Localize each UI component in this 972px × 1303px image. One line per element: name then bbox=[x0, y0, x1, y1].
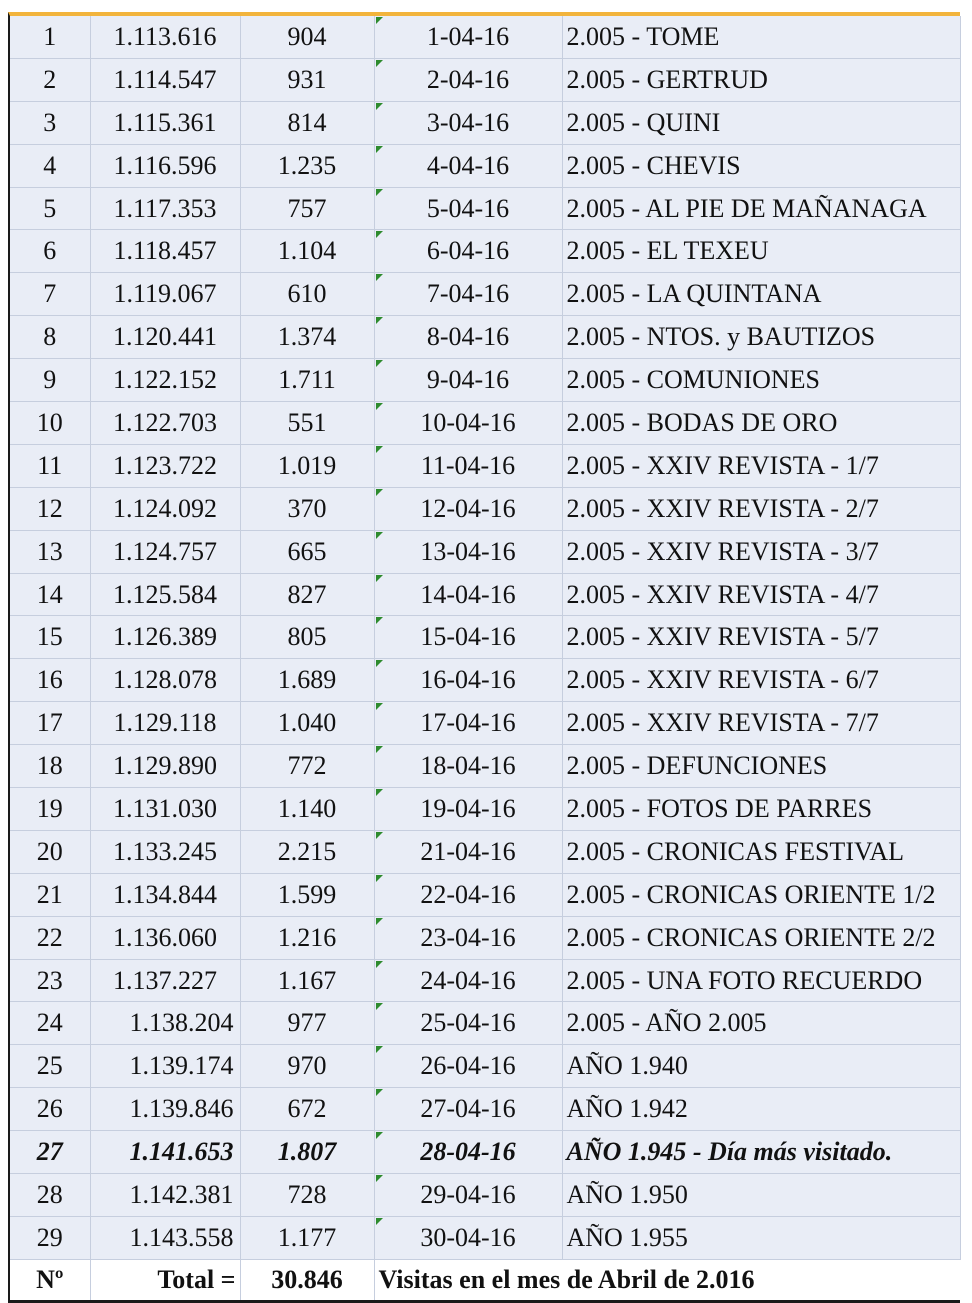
table-row[interactable] bbox=[10, 788, 960, 831]
error-indicator-icon bbox=[376, 532, 383, 539]
daily-visits-cell[interactable]: 814 bbox=[240, 101, 374, 144]
title-cell[interactable]: 2.005 - XXIV REVISTA - 4/7 bbox=[562, 573, 960, 616]
title-cell[interactable]: 2.005 - AÑO 2.005 bbox=[562, 1002, 960, 1045]
total-message: Visitas en el mes de Abril de 2.016 bbox=[374, 1259, 960, 1301]
daily-visits-cell[interactable]: 772 bbox=[240, 745, 374, 788]
daily-visits-cell[interactable]: 672 bbox=[240, 1088, 374, 1131]
error-indicator-icon bbox=[376, 660, 383, 667]
date-text: 27-04-16 bbox=[420, 1094, 516, 1124]
cumulative-visits-cell[interactable]: 1.134.844 bbox=[90, 873, 240, 916]
date-cell[interactable] bbox=[374, 230, 562, 273]
table-row[interactable] bbox=[10, 444, 960, 487]
date-text: 24-04-16 bbox=[420, 965, 516, 995]
date-cell[interactable] bbox=[374, 487, 562, 530]
error-indicator-icon bbox=[376, 789, 383, 796]
visits-table bbox=[10, 16, 961, 1303]
cumulative-visits-cell[interactable]: 1.114.547 bbox=[90, 58, 240, 101]
date-cell[interactable] bbox=[374, 873, 562, 916]
table-row[interactable] bbox=[10, 1088, 960, 1131]
error-indicator-icon bbox=[376, 746, 383, 753]
title-cell[interactable]: 2.005 - BODAS DE ORO bbox=[562, 402, 960, 445]
row-number[interactable]: 16 bbox=[10, 659, 90, 702]
error-indicator-icon bbox=[376, 231, 383, 238]
error-indicator-icon bbox=[376, 489, 383, 496]
date-cell[interactable] bbox=[374, 659, 562, 702]
cumulative-visits-cell[interactable]: 1.133.245 bbox=[90, 830, 240, 873]
error-indicator-icon bbox=[376, 617, 383, 624]
date-text: 9-04-16 bbox=[426, 365, 510, 395]
row-number[interactable]: 22 bbox=[10, 916, 90, 959]
table-row[interactable] bbox=[10, 1002, 960, 1045]
error-indicator-icon bbox=[376, 918, 383, 925]
daily-visits-cell[interactable]: 1.216 bbox=[240, 916, 374, 959]
date-text: 2-04-16 bbox=[426, 64, 510, 94]
daily-visits-cell[interactable]: 2.215 bbox=[240, 830, 374, 873]
cumulative-visits-cell[interactable]: 1.122.703 bbox=[90, 402, 240, 445]
daily-visits-cell[interactable]: 827 bbox=[240, 573, 374, 616]
error-indicator-icon bbox=[376, 832, 383, 839]
daily-visits-cell[interactable]: 805 bbox=[240, 616, 374, 659]
date-cell[interactable] bbox=[374, 144, 562, 187]
error-indicator-icon bbox=[376, 1218, 383, 1225]
date-text: 17-04-16 bbox=[420, 708, 516, 738]
title-cell[interactable]: 2.005 - AL PIE DE MAÑANAGA bbox=[562, 187, 960, 230]
table-row[interactable] bbox=[10, 487, 960, 530]
date-cell[interactable] bbox=[374, 444, 562, 487]
table-row[interactable] bbox=[10, 616, 960, 659]
row-number[interactable]: 8 bbox=[10, 316, 90, 359]
cumulative-visits-cell[interactable]: 1.123.722 bbox=[90, 444, 240, 487]
cumulative-visits-cell[interactable]: 1.143.558 bbox=[90, 1216, 240, 1259]
daily-visits-cell[interactable]: 977 bbox=[240, 1002, 374, 1045]
table-row[interactable] bbox=[10, 1131, 960, 1174]
date-cell[interactable] bbox=[374, 1131, 562, 1174]
error-indicator-icon bbox=[376, 17, 383, 24]
visits-spreadsheet bbox=[8, 12, 960, 1303]
daily-visits-cell[interactable]: 1.019 bbox=[240, 444, 374, 487]
date-text: 8-04-16 bbox=[426, 322, 510, 352]
title-cell[interactable]: 2.005 - XXIV REVISTA - 7/7 bbox=[562, 702, 960, 745]
daily-visits-cell[interactable]: 1.807 bbox=[240, 1131, 374, 1174]
cumulative-visits-cell[interactable]: 1.119.067 bbox=[90, 273, 240, 316]
error-indicator-icon bbox=[376, 274, 383, 281]
table-row[interactable] bbox=[10, 230, 960, 273]
error-indicator-icon bbox=[376, 1089, 383, 1096]
error-indicator-icon bbox=[376, 146, 383, 153]
title-cell[interactable]: AÑO 1.945 - Día más visitado. bbox=[562, 1131, 960, 1174]
title-cell[interactable]: 2.005 - XXIV REVISTA - 3/7 bbox=[562, 530, 960, 573]
date-cell[interactable] bbox=[374, 58, 562, 101]
error-indicator-icon bbox=[376, 703, 383, 710]
cumulative-visits-cell[interactable]: 1.118.457 bbox=[90, 230, 240, 273]
row-number[interactable]: 1 bbox=[10, 16, 90, 58]
error-indicator-icon bbox=[376, 103, 383, 110]
title-cell[interactable]: 2.005 - TOME bbox=[562, 16, 960, 58]
cumulative-visits-cell[interactable]: 1.136.060 bbox=[90, 916, 240, 959]
date-cell[interactable] bbox=[374, 1002, 562, 1045]
error-indicator-icon bbox=[376, 446, 383, 453]
date-cell[interactable] bbox=[374, 788, 562, 831]
date-cell[interactable] bbox=[374, 101, 562, 144]
title-cell[interactable]: 2.005 - GERTRUD bbox=[562, 58, 960, 101]
error-indicator-icon bbox=[376, 1003, 383, 1010]
daily-visits-cell[interactable]: 1.104 bbox=[240, 230, 374, 273]
title-cell[interactable]: AÑO 1.950 bbox=[562, 1174, 960, 1217]
daily-visits-cell[interactable]: 1.040 bbox=[240, 702, 374, 745]
date-text: 19-04-16 bbox=[420, 793, 516, 823]
title-cell[interactable]: 2.005 - CRONICAS FESTIVAL bbox=[562, 830, 960, 873]
date-cell[interactable] bbox=[374, 530, 562, 573]
title-cell[interactable]: AÑO 1.942 bbox=[562, 1088, 960, 1131]
cumulative-visits-cell[interactable]: 1.138.204 bbox=[90, 1002, 240, 1045]
title-cell[interactable]: 2.005 - FOTOS DE PARRES bbox=[562, 788, 960, 831]
daily-visits-cell[interactable]: 728 bbox=[240, 1174, 374, 1217]
title-cell[interactable]: 2.005 - LA QUINTANA bbox=[562, 273, 960, 316]
title-cell[interactable]: 2.005 - CRONICAS ORIENTE 1/2 bbox=[562, 873, 960, 916]
error-indicator-icon bbox=[376, 403, 383, 410]
date-text: 1-04-16 bbox=[426, 21, 510, 51]
table-row[interactable] bbox=[10, 1174, 960, 1217]
table-row[interactable] bbox=[10, 144, 960, 187]
row-number[interactable]: 5 bbox=[10, 187, 90, 230]
table-row[interactable] bbox=[10, 573, 960, 616]
title-cell[interactable]: 2.005 - UNA FOTO RECUERDO bbox=[562, 959, 960, 1002]
cumulative-visits-cell[interactable]: 1.141.653 bbox=[90, 1131, 240, 1174]
footer-number-label: Nº bbox=[10, 1259, 90, 1301]
date-text: 4-04-16 bbox=[426, 150, 510, 180]
date-cell[interactable] bbox=[374, 830, 562, 873]
table-row[interactable] bbox=[10, 916, 960, 959]
cumulative-visits-cell[interactable]: 1.128.078 bbox=[90, 659, 240, 702]
title-cell[interactable]: 2.005 - QUINI bbox=[562, 101, 960, 144]
error-indicator-icon bbox=[376, 189, 383, 196]
daily-visits-cell[interactable]: 610 bbox=[240, 273, 374, 316]
daily-visits-cell[interactable]: 931 bbox=[240, 58, 374, 101]
date-text: 25-04-16 bbox=[420, 1008, 516, 1038]
table-row[interactable] bbox=[10, 58, 960, 101]
date-cell[interactable] bbox=[374, 702, 562, 745]
error-indicator-icon bbox=[376, 575, 383, 582]
row-number[interactable]: 25 bbox=[10, 1045, 90, 1088]
row-number[interactable]: 7 bbox=[10, 273, 90, 316]
table-row[interactable] bbox=[10, 187, 960, 230]
date-text: 7-04-16 bbox=[426, 279, 510, 309]
row-number[interactable]: 18 bbox=[10, 745, 90, 788]
cumulative-visits-cell[interactable]: 1.124.757 bbox=[90, 530, 240, 573]
error-indicator-icon bbox=[376, 1046, 383, 1053]
date-cell[interactable] bbox=[374, 316, 562, 359]
cumulative-visits-cell[interactable]: 1.139.174 bbox=[90, 1045, 240, 1088]
date-text: 18-04-16 bbox=[420, 751, 516, 781]
daily-visits-cell[interactable]: 1.689 bbox=[240, 659, 374, 702]
table-row[interactable] bbox=[10, 530, 960, 573]
error-indicator-icon bbox=[376, 875, 383, 882]
date-cell[interactable] bbox=[374, 402, 562, 445]
title-cell[interactable]: 2.005 - XXIV REVISTA - 1/7 bbox=[562, 444, 960, 487]
date-cell[interactable] bbox=[374, 1174, 562, 1217]
cumulative-visits-cell[interactable]: 1.142.381 bbox=[90, 1174, 240, 1217]
table-body bbox=[10, 16, 960, 1259]
date-cell[interactable] bbox=[374, 1088, 562, 1131]
table-row[interactable] bbox=[10, 659, 960, 702]
date-cell[interactable] bbox=[374, 359, 562, 402]
error-indicator-icon bbox=[376, 1132, 383, 1139]
date-cell[interactable] bbox=[374, 1216, 562, 1259]
date-text: 10-04-16 bbox=[420, 407, 516, 437]
date-text: 5-04-16 bbox=[426, 193, 510, 223]
cumulative-visits-cell[interactable]: 1.129.118 bbox=[90, 702, 240, 745]
cumulative-visits-cell[interactable]: 1.117.353 bbox=[90, 187, 240, 230]
date-cell[interactable] bbox=[374, 187, 562, 230]
title-cell[interactable]: 2.005 - EL TEXEU bbox=[562, 230, 960, 273]
cumulative-visits-cell[interactable]: 1.131.030 bbox=[90, 788, 240, 831]
total-row bbox=[10, 1259, 960, 1301]
table-row[interactable] bbox=[10, 101, 960, 144]
date-text: 15-04-16 bbox=[420, 622, 516, 652]
title-cell[interactable]: AÑO 1.955 bbox=[562, 1216, 960, 1259]
date-text: 30-04-16 bbox=[420, 1222, 516, 1252]
date-text: 21-04-16 bbox=[420, 836, 516, 866]
date-text: 3-04-16 bbox=[426, 107, 510, 137]
date-cell[interactable] bbox=[374, 745, 562, 788]
title-cell[interactable]: 2.005 - NTOS. y BAUTIZOS bbox=[562, 316, 960, 359]
date-text: 13-04-16 bbox=[420, 536, 516, 566]
daily-visits-cell[interactable]: 665 bbox=[240, 530, 374, 573]
row-number[interactable]: 19 bbox=[10, 788, 90, 831]
row-number[interactable]: 2 bbox=[10, 58, 90, 101]
error-indicator-icon bbox=[376, 60, 383, 67]
date-text: 16-04-16 bbox=[420, 665, 516, 695]
row-number[interactable]: 11 bbox=[10, 444, 90, 487]
daily-visits-cell[interactable]: 904 bbox=[240, 16, 374, 58]
cumulative-visits-cell[interactable]: 1.124.092 bbox=[90, 487, 240, 530]
row-number[interactable]: 3 bbox=[10, 101, 90, 144]
cumulative-visits-cell[interactable]: 1.129.890 bbox=[90, 745, 240, 788]
error-indicator-icon bbox=[376, 360, 383, 367]
date-cell[interactable] bbox=[374, 16, 562, 58]
daily-visits-cell[interactable]: 370 bbox=[240, 487, 374, 530]
row-number[interactable]: 20 bbox=[10, 830, 90, 873]
row-number[interactable]: 10 bbox=[10, 402, 90, 445]
row-number[interactable]: 12 bbox=[10, 487, 90, 530]
date-cell[interactable] bbox=[374, 616, 562, 659]
row-number[interactable]: 23 bbox=[10, 959, 90, 1002]
daily-visits-cell[interactable]: 757 bbox=[240, 187, 374, 230]
table-row[interactable] bbox=[10, 316, 960, 359]
date-text: 6-04-16 bbox=[426, 236, 510, 266]
title-cell[interactable]: AÑO 1.940 bbox=[562, 1045, 960, 1088]
date-text: 22-04-16 bbox=[420, 879, 516, 909]
row-number[interactable]: 21 bbox=[10, 873, 90, 916]
date-text: 28-04-16 bbox=[420, 1137, 516, 1167]
cumulative-visits-cell[interactable]: 1.113.616 bbox=[90, 16, 240, 58]
table-row[interactable] bbox=[10, 745, 960, 788]
row-number[interactable]: 13 bbox=[10, 530, 90, 573]
daily-visits-cell[interactable]: 1.167 bbox=[240, 959, 374, 1002]
cumulative-visits-cell[interactable]: 1.115.361 bbox=[90, 101, 240, 144]
daily-visits-cell[interactable]: 1.711 bbox=[240, 359, 374, 402]
row-number[interactable]: 17 bbox=[10, 702, 90, 745]
row-number[interactable]: 14 bbox=[10, 573, 90, 616]
daily-visits-cell[interactable]: 551 bbox=[240, 402, 374, 445]
date-cell[interactable] bbox=[374, 573, 562, 616]
table-row[interactable] bbox=[10, 402, 960, 445]
title-cell[interactable]: 2.005 - CHEVIS bbox=[562, 144, 960, 187]
cumulative-visits-cell[interactable]: 1.139.846 bbox=[90, 1088, 240, 1131]
cumulative-visits-cell[interactable]: 1.125.584 bbox=[90, 573, 240, 616]
table-row[interactable] bbox=[10, 273, 960, 316]
date-text: 14-04-16 bbox=[420, 579, 516, 609]
daily-visits-cell[interactable]: 1.235 bbox=[240, 144, 374, 187]
cumulative-visits-cell[interactable]: 1.137.227 bbox=[90, 959, 240, 1002]
row-number[interactable]: 4 bbox=[10, 144, 90, 187]
row-number[interactable]: 6 bbox=[10, 230, 90, 273]
table-row[interactable] bbox=[10, 1045, 960, 1088]
table-row[interactable] bbox=[10, 830, 960, 873]
cumulative-visits-cell[interactable]: 1.116.596 bbox=[90, 144, 240, 187]
table-row[interactable] bbox=[10, 1216, 960, 1259]
table-row[interactable] bbox=[10, 702, 960, 745]
row-number[interactable]: 26 bbox=[10, 1088, 90, 1131]
title-cell[interactable]: 2.005 - XXIV REVISTA - 5/7 bbox=[562, 616, 960, 659]
row-number[interactable]: 28 bbox=[10, 1174, 90, 1217]
row-number[interactable]: 29 bbox=[10, 1216, 90, 1259]
date-cell[interactable] bbox=[374, 1045, 562, 1088]
row-number[interactable]: 24 bbox=[10, 1002, 90, 1045]
row-number[interactable]: 15 bbox=[10, 616, 90, 659]
date-text: 26-04-16 bbox=[420, 1051, 516, 1081]
date-text: 23-04-16 bbox=[420, 922, 516, 952]
table-row[interactable] bbox=[10, 959, 960, 1002]
error-indicator-icon bbox=[376, 317, 383, 324]
daily-visits-cell[interactable]: 1.374 bbox=[240, 316, 374, 359]
date-cell[interactable] bbox=[374, 273, 562, 316]
error-indicator-icon bbox=[376, 961, 383, 968]
date-text: 12-04-16 bbox=[420, 493, 516, 523]
date-cell[interactable] bbox=[374, 959, 562, 1002]
title-cell[interactable]: 2.005 - XXIV REVISTA - 2/7 bbox=[562, 487, 960, 530]
row-number[interactable]: 9 bbox=[10, 359, 90, 402]
error-indicator-icon bbox=[376, 1175, 383, 1182]
date-text: 29-04-16 bbox=[420, 1179, 516, 1209]
title-cell[interactable]: 2.005 - COMUNIONES bbox=[562, 359, 960, 402]
title-cell[interactable]: 2.005 - DEFUNCIONES bbox=[562, 745, 960, 788]
cumulative-visits-cell[interactable]: 1.120.441 bbox=[90, 316, 240, 359]
daily-visits-cell[interactable]: 1.177 bbox=[240, 1216, 374, 1259]
total-value: 30.846 bbox=[240, 1259, 374, 1301]
table-row[interactable] bbox=[10, 873, 960, 916]
row-number[interactable]: 27 bbox=[10, 1131, 90, 1174]
cumulative-visits-cell[interactable]: 1.126.389 bbox=[90, 616, 240, 659]
table-row[interactable] bbox=[10, 16, 960, 58]
daily-visits-cell[interactable]: 970 bbox=[240, 1045, 374, 1088]
date-text: 11-04-16 bbox=[420, 450, 516, 480]
title-cell[interactable]: 2.005 - CRONICAS ORIENTE 2/2 bbox=[562, 916, 960, 959]
date-cell[interactable] bbox=[374, 916, 562, 959]
title-cell[interactable]: 2.005 - XXIV REVISTA - 6/7 bbox=[562, 659, 960, 702]
total-label: Total = bbox=[90, 1259, 240, 1301]
cumulative-visits-cell[interactable]: 1.122.152 bbox=[90, 359, 240, 402]
daily-visits-cell[interactable]: 1.140 bbox=[240, 788, 374, 831]
daily-visits-cell[interactable]: 1.599 bbox=[240, 873, 374, 916]
table-row[interactable] bbox=[10, 359, 960, 402]
